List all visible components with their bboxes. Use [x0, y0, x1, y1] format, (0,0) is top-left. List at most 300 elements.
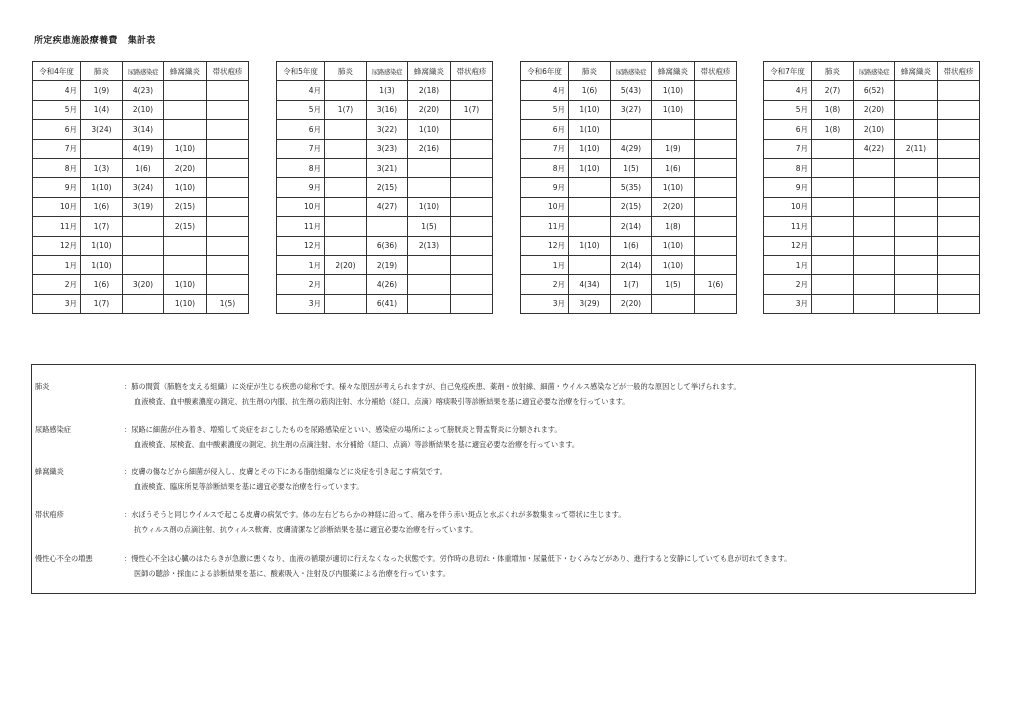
table-row	[277, 197, 493, 216]
value-cell: 3(23)	[367, 139, 408, 158]
value-cell	[854, 217, 895, 236]
value-cell	[938, 217, 980, 236]
value-cell	[652, 120, 695, 139]
table-row	[764, 217, 980, 236]
month-cell: 5月	[33, 100, 81, 119]
value-cell	[451, 81, 493, 100]
value-cell: 1(10)	[81, 178, 123, 197]
table-row	[521, 294, 737, 313]
value-cell: 1(10)	[652, 255, 695, 274]
note-term: 尿路感染症	[35, 425, 71, 434]
value-cell: 3(16)	[367, 100, 408, 119]
value-cell	[652, 294, 695, 313]
value-cell	[325, 236, 367, 255]
month-cell: 8月	[764, 158, 812, 177]
value-cell: 1(9)	[81, 81, 123, 100]
value-cell: 1(10)	[652, 100, 695, 119]
value-cell: 1(10)	[408, 120, 451, 139]
value-cell	[854, 197, 895, 216]
value-cell	[812, 178, 854, 197]
value-cell	[451, 236, 493, 255]
value-cell	[207, 255, 249, 274]
month-cell: 12月	[521, 236, 569, 255]
month-cell: 6月	[521, 120, 569, 139]
value-cell: 2(20)	[164, 158, 207, 177]
month-cell: 6月	[33, 120, 81, 139]
month-cell: 6月	[277, 120, 325, 139]
value-cell: 1(10)	[569, 120, 611, 139]
value-cell	[695, 158, 737, 177]
table-row	[521, 217, 737, 236]
value-cell	[207, 178, 249, 197]
column-header: 肺炎	[81, 62, 123, 81]
table-row	[764, 100, 980, 119]
month-cell: 4月	[521, 81, 569, 100]
table-row	[521, 275, 737, 294]
note-description: ：皮膚の傷などから細菌が侵入し、皮膚とその下にある脂肪組織などに炎症を引き起こす病気です。	[124, 467, 447, 476]
value-cell	[451, 255, 493, 274]
value-cell	[325, 120, 367, 139]
column-header: 肺炎	[325, 62, 367, 81]
table-row	[521, 81, 737, 100]
month-cell: 12月	[277, 236, 325, 255]
month-cell: 2月	[521, 275, 569, 294]
value-cell: 1(8)	[812, 100, 854, 119]
value-cell: 1(7)	[81, 217, 123, 236]
value-cell	[207, 217, 249, 236]
month-cell: 5月	[277, 100, 325, 119]
value-cell	[207, 139, 249, 158]
value-cell: 1(10)	[81, 255, 123, 274]
value-cell	[812, 158, 854, 177]
month-cell: 8月	[33, 158, 81, 177]
month-cell: 3月	[764, 294, 812, 313]
value-cell	[123, 294, 164, 313]
value-cell: 3(27)	[611, 100, 652, 119]
table-row	[521, 139, 737, 158]
value-cell: 1(9)	[652, 139, 695, 158]
value-cell: 4(29)	[611, 139, 652, 158]
value-cell: 2(13)	[408, 236, 451, 255]
value-cell	[123, 255, 164, 274]
value-cell	[695, 120, 737, 139]
value-cell	[569, 178, 611, 197]
month-cell: 10月	[521, 197, 569, 216]
value-cell: 1(6)	[611, 236, 652, 255]
note-description: ：尿路に細菌が住み着き、増殖して炎症をおこしたものを尿路感染症といい、感染症の場所によって膀胱炎と腎盂腎炎に分類されます。	[124, 425, 562, 434]
table-row	[764, 139, 980, 158]
value-cell	[164, 255, 207, 274]
value-cell: 3(24)	[81, 120, 123, 139]
value-cell: 2(14)	[611, 217, 652, 236]
value-cell: 1(10)	[164, 275, 207, 294]
value-cell: 1(5)	[207, 294, 249, 313]
value-cell: 1(6)	[695, 275, 737, 294]
note-treatment: 血液検査、血中酸素濃度の測定、抗生剤の内服、抗生剤の筋肉注射、水分補給（経口、点滴）喀痰吸引等診断結果を基に適宜必要な治療を行っています。	[134, 397, 630, 406]
value-cell	[938, 158, 980, 177]
value-cell: 1(3)	[367, 81, 408, 100]
value-cell: 6(52)	[854, 81, 895, 100]
table-row	[277, 275, 493, 294]
month-cell: 7月	[764, 139, 812, 158]
table-row	[764, 275, 980, 294]
value-cell	[569, 197, 611, 216]
column-header: 蜂窩織炎	[164, 62, 207, 81]
value-cell: 1(10)	[652, 81, 695, 100]
value-cell	[895, 197, 938, 216]
year-label: 令和6年度	[521, 62, 569, 81]
header-row	[33, 62, 249, 81]
month-cell: 5月	[521, 100, 569, 119]
month-cell: 8月	[521, 158, 569, 177]
month-cell: 9月	[764, 178, 812, 197]
table-row	[277, 255, 493, 274]
value-cell	[938, 236, 980, 255]
value-cell: 2(18)	[408, 81, 451, 100]
table-row	[521, 236, 737, 255]
year-table	[32, 61, 249, 314]
column-header: 肺炎	[812, 62, 854, 81]
value-cell	[695, 139, 737, 158]
note-treatment: 抗ウィルス剤の点滴注射、抗ウィルス軟膏、皮膚清潔など診断結果を基に適宜必要な治療を行っています。	[134, 525, 478, 534]
value-cell: 1(4)	[81, 100, 123, 119]
column-header: 蜂窩織炎	[895, 62, 938, 81]
value-cell: 3(29)	[569, 294, 611, 313]
value-cell: 6(41)	[367, 294, 408, 313]
value-cell	[895, 178, 938, 197]
table-row	[33, 139, 249, 158]
value-cell	[408, 178, 451, 197]
table-row	[33, 255, 249, 274]
value-cell: 2(10)	[854, 120, 895, 139]
value-cell	[325, 178, 367, 197]
value-cell	[325, 294, 367, 313]
note-description: ：水ぼうそうと同じウイルスで起こる皮膚の病気です。体の左右どちらかの神経に沿って、痛みを伴う赤い斑点と水ぶくれが多数集まって帯状に生じます。	[124, 510, 626, 519]
notes-box	[31, 364, 976, 594]
value-cell	[123, 217, 164, 236]
value-cell	[695, 197, 737, 216]
note-treatment: 血液検査、臨床所見等診断結果を基に適宜必要な治療を行っています。	[134, 482, 364, 491]
value-cell: 4(22)	[854, 139, 895, 158]
value-cell	[812, 217, 854, 236]
value-cell: 1(10)	[164, 294, 207, 313]
table-row	[764, 178, 980, 197]
value-cell	[938, 275, 980, 294]
value-cell	[812, 139, 854, 158]
value-cell	[451, 275, 493, 294]
month-cell: 10月	[277, 197, 325, 216]
value-cell: 1(10)	[569, 100, 611, 119]
table-row	[764, 197, 980, 216]
value-cell	[938, 139, 980, 158]
value-cell: 5(43)	[611, 81, 652, 100]
value-cell: 3(14)	[123, 120, 164, 139]
year-label: 令和5年度	[277, 62, 325, 81]
table-row	[33, 178, 249, 197]
table-row	[33, 217, 249, 236]
value-cell: 2(10)	[123, 100, 164, 119]
note-term: 蜂窩織炎	[35, 467, 64, 476]
value-cell: 1(10)	[164, 178, 207, 197]
month-cell: 5月	[764, 100, 812, 119]
value-cell	[451, 217, 493, 236]
table-row	[521, 158, 737, 177]
table-row	[277, 236, 493, 255]
value-cell	[854, 178, 895, 197]
month-cell: 10月	[764, 197, 812, 216]
value-cell	[854, 255, 895, 274]
value-cell	[451, 197, 493, 216]
value-cell: 1(7)	[611, 275, 652, 294]
value-cell: 1(3)	[81, 158, 123, 177]
note-term: 帯状疱疹	[35, 510, 64, 519]
month-cell: 11月	[521, 217, 569, 236]
value-cell	[938, 197, 980, 216]
note-description: ：肺の間質（肺胞を支える組織）に炎症が生じる疾患の総称です。様々な原因が考えられますが、自己免疫疾患、薬剤・放射線、細菌・ウイルス感染などが一般的な原因として挙げられます。	[124, 382, 741, 391]
column-header: 尿路感染症	[854, 62, 895, 81]
table-row	[33, 275, 249, 294]
value-cell	[325, 197, 367, 216]
value-cell: 1(6)	[81, 275, 123, 294]
table-row	[33, 197, 249, 216]
value-cell	[938, 294, 980, 313]
month-cell: 7月	[33, 139, 81, 158]
value-cell	[695, 178, 737, 197]
value-cell	[895, 255, 938, 274]
column-header: 帯状疱疹	[938, 62, 980, 81]
value-cell: 3(22)	[367, 120, 408, 139]
value-cell	[854, 294, 895, 313]
value-cell	[854, 275, 895, 294]
value-cell	[938, 100, 980, 119]
header-row	[277, 62, 493, 81]
value-cell	[569, 255, 611, 274]
table-row	[33, 158, 249, 177]
table-row	[764, 236, 980, 255]
value-cell	[895, 81, 938, 100]
value-cell	[812, 255, 854, 274]
month-cell: 6月	[764, 120, 812, 139]
table-row	[521, 197, 737, 216]
value-cell: 1(6)	[81, 197, 123, 216]
month-cell: 1月	[521, 255, 569, 274]
value-cell: 2(20)	[408, 100, 451, 119]
value-cell: 1(6)	[569, 81, 611, 100]
value-cell: 2(14)	[611, 255, 652, 274]
value-cell	[895, 158, 938, 177]
value-cell: 1(10)	[408, 197, 451, 216]
value-cell: 5(35)	[611, 178, 652, 197]
table-row	[277, 81, 493, 100]
value-cell	[895, 100, 938, 119]
value-cell	[451, 294, 493, 313]
value-cell	[895, 217, 938, 236]
value-cell: 4(26)	[367, 275, 408, 294]
value-cell: 2(16)	[408, 139, 451, 158]
month-cell: 3月	[33, 294, 81, 313]
table-row	[33, 294, 249, 313]
value-cell	[325, 139, 367, 158]
value-cell: 2(7)	[812, 81, 854, 100]
value-cell	[895, 120, 938, 139]
value-cell: 2(11)	[895, 139, 938, 158]
column-header: 蜂窩織炎	[652, 62, 695, 81]
value-cell: 1(8)	[812, 120, 854, 139]
value-cell: 4(34)	[569, 275, 611, 294]
table-row	[33, 100, 249, 119]
table-row	[277, 217, 493, 236]
value-cell	[451, 120, 493, 139]
value-cell: 4(23)	[123, 81, 164, 100]
value-cell: 2(15)	[164, 197, 207, 216]
value-cell	[812, 275, 854, 294]
value-cell	[695, 100, 737, 119]
value-cell	[938, 120, 980, 139]
month-cell: 3月	[521, 294, 569, 313]
month-cell: 8月	[277, 158, 325, 177]
value-cell	[695, 236, 737, 255]
table-row	[764, 294, 980, 313]
value-cell	[207, 236, 249, 255]
month-cell: 11月	[764, 217, 812, 236]
year-table	[276, 61, 493, 314]
value-cell	[451, 158, 493, 177]
column-header: 尿路感染症	[611, 62, 652, 81]
note-treatment: 血液検査、尿検査、血中酸素濃度の測定、抗生剤の点滴注射、水分補給（経口、点滴）等診断結果を基に適宜必要な治療を行っています。	[134, 440, 580, 449]
value-cell: 4(19)	[123, 139, 164, 158]
value-cell: 2(20)	[611, 294, 652, 313]
year-table	[520, 61, 737, 314]
month-cell: 10月	[33, 197, 81, 216]
month-cell: 1月	[764, 255, 812, 274]
table-row	[521, 120, 737, 139]
value-cell: 1(10)	[569, 139, 611, 158]
title-sub: 集計表	[127, 36, 156, 46]
year-label: 令和7年度	[764, 62, 812, 81]
note-term: 慢性心不全の増悪	[35, 554, 93, 563]
value-cell	[325, 158, 367, 177]
value-cell	[938, 178, 980, 197]
table-row	[33, 236, 249, 255]
value-cell	[81, 139, 123, 158]
value-cell: 3(20)	[123, 275, 164, 294]
value-cell	[895, 294, 938, 313]
value-cell: 1(5)	[408, 217, 451, 236]
month-cell: 4月	[764, 81, 812, 100]
value-cell	[325, 275, 367, 294]
month-cell: 1月	[33, 255, 81, 274]
value-cell	[207, 275, 249, 294]
value-cell	[812, 197, 854, 216]
value-cell	[207, 100, 249, 119]
table-row	[764, 120, 980, 139]
title-main: 所定疾患施設療養費	[34, 36, 118, 46]
header-row	[764, 62, 980, 81]
month-cell: 1月	[277, 255, 325, 274]
month-cell: 4月	[277, 81, 325, 100]
value-cell: 1(5)	[611, 158, 652, 177]
value-cell	[812, 236, 854, 255]
value-cell	[408, 294, 451, 313]
value-cell	[895, 275, 938, 294]
table-row	[521, 255, 737, 274]
page-title	[34, 33, 156, 46]
value-cell: 1(10)	[569, 158, 611, 177]
value-cell: 1(10)	[164, 139, 207, 158]
table-row	[277, 100, 493, 119]
year-table	[763, 61, 980, 314]
value-cell: 4(27)	[367, 197, 408, 216]
month-cell: 2月	[764, 275, 812, 294]
value-cell	[408, 158, 451, 177]
month-cell: 9月	[277, 178, 325, 197]
value-cell	[854, 158, 895, 177]
value-cell	[164, 100, 207, 119]
column-header: 蜂窩織炎	[408, 62, 451, 81]
value-cell: 1(8)	[652, 217, 695, 236]
column-header: 尿路感染症	[367, 62, 408, 81]
value-cell: 2(15)	[164, 217, 207, 236]
value-cell	[408, 275, 451, 294]
value-cell	[569, 217, 611, 236]
value-cell	[451, 178, 493, 197]
month-cell: 11月	[33, 217, 81, 236]
table-row	[33, 81, 249, 100]
value-cell: 1(7)	[451, 100, 493, 119]
value-cell: 2(15)	[611, 197, 652, 216]
value-cell	[123, 236, 164, 255]
value-cell	[207, 120, 249, 139]
table-row	[277, 139, 493, 158]
month-cell: 9月	[521, 178, 569, 197]
column-header: 尿路感染症	[123, 62, 164, 81]
note-description: ：慢性心不全は心臓のはたらきが急激に悪くなり、血液の循環が適切に行えなくなった状態です。労作時の息切れ・体重増加・尿量低下・むくみなどがあり、進行すると安静にしていても息が切れてきます。	[124, 554, 792, 563]
value-cell	[164, 120, 207, 139]
value-cell	[695, 217, 737, 236]
month-cell: 11月	[277, 217, 325, 236]
value-cell	[938, 81, 980, 100]
value-cell	[207, 158, 249, 177]
month-cell: 7月	[521, 139, 569, 158]
table-row	[764, 255, 980, 274]
table-row	[764, 81, 980, 100]
table-row	[277, 178, 493, 197]
month-cell: 7月	[277, 139, 325, 158]
value-cell: 2(20)	[325, 255, 367, 274]
value-cell: 3(19)	[123, 197, 164, 216]
value-cell	[611, 120, 652, 139]
value-cell: 1(10)	[652, 236, 695, 255]
value-cell: 1(5)	[652, 275, 695, 294]
table-row	[277, 120, 493, 139]
value-cell	[695, 81, 737, 100]
value-cell	[695, 294, 737, 313]
value-cell	[451, 139, 493, 158]
column-header: 肺炎	[569, 62, 611, 81]
value-cell: 3(21)	[367, 158, 408, 177]
value-cell	[164, 236, 207, 255]
value-cell	[895, 236, 938, 255]
value-cell	[207, 197, 249, 216]
note-treatment: 医師の聴診・採血による診断結果を基に、酸素吸入・注射及び内服薬による治療を行っています。	[134, 569, 450, 578]
value-cell	[938, 255, 980, 274]
value-cell	[164, 81, 207, 100]
table-row	[277, 158, 493, 177]
value-cell: 6(36)	[367, 236, 408, 255]
month-cell: 12月	[33, 236, 81, 255]
value-cell: 1(7)	[81, 294, 123, 313]
header-row	[521, 62, 737, 81]
